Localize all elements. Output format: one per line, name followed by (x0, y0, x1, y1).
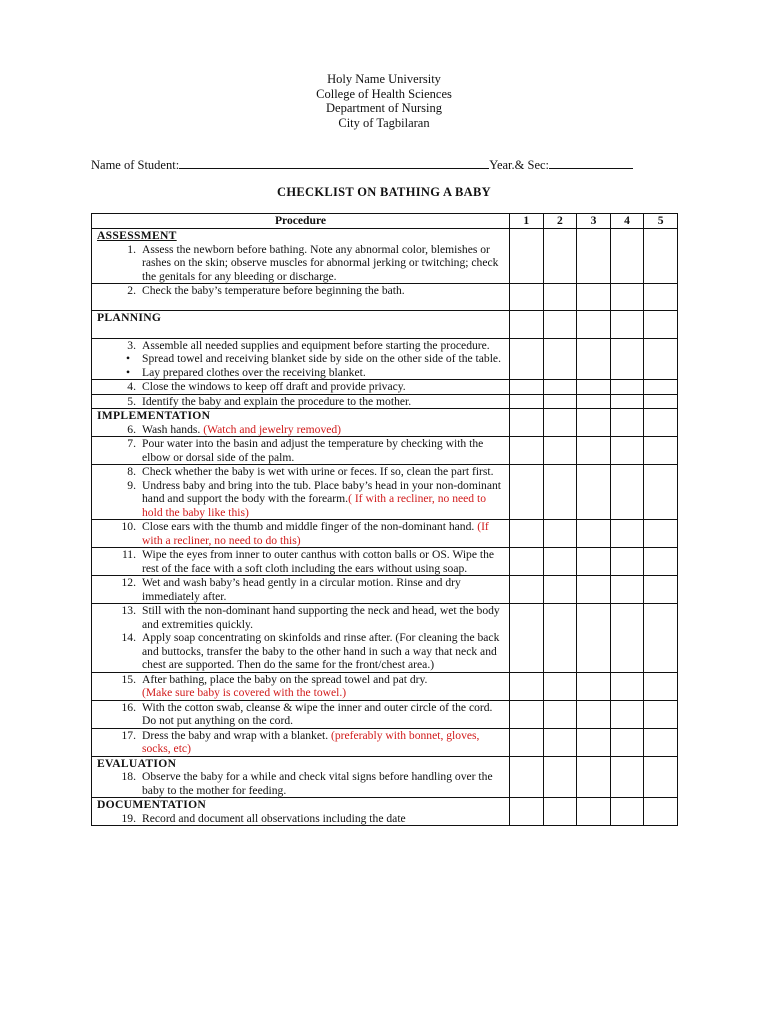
section-documentation: DOCUMENTATION (97, 798, 207, 811)
list-item: 18. Observe the baby for a while and check vital signs before handling over the baby to the mother for feeding. (121, 770, 493, 797)
score-cell[interactable] (644, 338, 678, 380)
list-item: 11. Wipe the eyes from inner to outer canthus with cotton balls or OS. Wipe the rest of the face with a soft cloth including the ears without using soap. (121, 548, 495, 575)
procedure-cell (92, 437, 510, 465)
procedure-cell (92, 380, 510, 395)
score-header-1: 1 (510, 214, 544, 229)
procedure-cell (92, 576, 510, 604)
list-item: 13. Still with the non-dominant hand supporting the neck and head, wet the body and extremities quickly. (121, 604, 500, 631)
score-cell[interactable] (644, 798, 678, 826)
procedure-cell (92, 338, 510, 380)
score-cell[interactable] (510, 548, 544, 576)
list-item: 12. Wet and wash baby’s head gently in a circular motion. Rinse and dry immediately after. (121, 576, 461, 603)
list-item: 10. Close ears with the thumb and middle finger of the non-dominant hand. (If with a recliner, no need to do this) (121, 520, 489, 547)
list-item: 15. After bathing, place the baby on the spread towel and pat dry. (Make sure baby is covered with the towel.) (121, 672, 428, 699)
score-cell[interactable] (543, 338, 577, 380)
score-cell[interactable] (610, 756, 644, 798)
table-row (92, 548, 678, 576)
list-item: 19. Record and document all observations including the date (121, 811, 406, 825)
score-cell[interactable] (577, 409, 611, 437)
procedure-cell (92, 465, 510, 520)
score-cell[interactable] (577, 700, 611, 728)
score-cell[interactable] (610, 229, 644, 284)
score-cell[interactable] (577, 394, 611, 409)
score-cell[interactable] (543, 672, 577, 700)
score-cell[interactable] (644, 284, 678, 311)
table-row (92, 604, 678, 673)
procedure-cell (92, 548, 510, 576)
list-item: 17. Dress the baby and wrap with a blanket. (preferably with bonnet, gloves, socks, etc) (121, 728, 480, 755)
procedure-cell (92, 728, 510, 756)
score-cell[interactable] (577, 798, 611, 826)
score-cell[interactable] (543, 465, 577, 520)
score-cell[interactable] (543, 409, 577, 437)
score-cell[interactable] (610, 700, 644, 728)
score-cell[interactable] (644, 229, 678, 284)
table-row (92, 576, 678, 604)
table-row (92, 310, 678, 338)
score-cell[interactable] (510, 229, 544, 284)
procedure-cell (92, 672, 510, 700)
table-row (92, 394, 678, 409)
score-cell[interactable] (577, 576, 611, 604)
list-item: 6. Wash hands. (Watch and jewelry removed) (127, 422, 342, 436)
list-item: 7. Pour water into the basin and adjust the temperature by checking with the elbow or dorsal side of the palm. (127, 437, 484, 464)
list-item: 14. Apply soap concentrating on skinfolds and rinse after. (For cleaning the back and buttocks, transfer the baby to the other hand in such a way that neck and chest are supported. Then do the same for the front/chest area.) (121, 631, 500, 671)
score-cell[interactable] (543, 604, 577, 673)
list-item: 9. Undress baby and bring into the tub. Place baby’s head in your non-dominant hand and support the body with the forearm.( If with a recliner, no need to hold the baby like this) (127, 478, 502, 519)
score-cell[interactable] (543, 394, 577, 409)
list-item: • Lay prepared clothes over the receiving blanket. (125, 365, 366, 379)
score-cell[interactable] (610, 380, 644, 395)
table-header-row (92, 214, 678, 229)
score-cell[interactable] (610, 798, 644, 826)
score-cell[interactable] (543, 548, 577, 576)
score-cell[interactable] (510, 728, 544, 756)
score-cell[interactable] (543, 700, 577, 728)
score-cell[interactable] (577, 338, 611, 380)
score-cell[interactable] (510, 310, 544, 338)
score-cell[interactable] (610, 394, 644, 409)
score-header-3: 3 (577, 214, 611, 229)
score-cell[interactable] (644, 409, 678, 437)
score-cell[interactable] (610, 310, 644, 338)
score-cell[interactable] (510, 604, 544, 673)
procedure-cell (92, 756, 510, 798)
score-header-4: 4 (610, 214, 644, 229)
score-cell[interactable] (610, 437, 644, 465)
score-cell[interactable] (577, 284, 611, 311)
list-item: • Spread towel and receiving blanket side by side on the other side of the table. (125, 352, 501, 365)
list-item: 16. With the cotton swab, cleanse & wipe the inner and outer circle of the cord. Do not put anything on the cord. (121, 700, 493, 727)
score-cell[interactable] (644, 310, 678, 338)
score-cell[interactable] (510, 756, 544, 798)
list-item: 5. Identify the baby and explain the procedure to the mother. (127, 394, 412, 408)
score-cell[interactable] (543, 798, 577, 826)
table-row (92, 409, 678, 437)
score-cell[interactable] (644, 465, 678, 520)
table-row (92, 672, 678, 700)
checklist-table (91, 213, 678, 826)
table-row (92, 728, 678, 756)
procedure-cell (92, 310, 510, 338)
procedure-cell (92, 520, 510, 548)
score-cell[interactable] (644, 672, 678, 700)
score-cell[interactable] (644, 700, 678, 728)
document-header (0, 72, 768, 130)
table-row (92, 338, 678, 380)
section-implementation: IMPLEMENTATION (97, 409, 211, 422)
score-cell[interactable] (543, 576, 577, 604)
score-cell[interactable] (543, 310, 577, 338)
table-row (92, 229, 678, 284)
student-info-line (91, 156, 681, 173)
score-cell[interactable] (510, 284, 544, 311)
score-cell[interactable] (610, 409, 644, 437)
score-cell[interactable] (644, 394, 678, 409)
student-name-label: Name of Student: (91, 158, 180, 172)
score-cell[interactable] (610, 465, 644, 520)
list-item: 4. Close the windows to keep off draft and provide privacy. (127, 380, 406, 393)
list-item: 8. Check whether the baby is wet with urine or feces. If so, clean the part first. (127, 465, 494, 478)
score-cell[interactable] (644, 756, 678, 798)
table-row (92, 465, 678, 520)
score-cell[interactable] (510, 700, 544, 728)
checklist-title: CHECKLIST ON BATHING A BABY (277, 185, 491, 199)
score-cell[interactable] (510, 380, 544, 395)
item-note: ( If with a recliner, no need to hold the baby like this) (142, 492, 487, 519)
score-cell[interactable] (577, 465, 611, 520)
table-row (92, 284, 678, 311)
score-cell[interactable] (577, 548, 611, 576)
score-cell[interactable] (644, 520, 678, 548)
section-planning: PLANNING (97, 310, 162, 324)
section-assessment: ASSESSMENT (97, 229, 177, 242)
table-row (92, 756, 678, 798)
score-cell[interactable] (610, 520, 644, 548)
procedure-cell (92, 409, 510, 437)
score-cell[interactable] (644, 437, 678, 465)
score-cell[interactable] (510, 520, 544, 548)
score-cell[interactable] (610, 284, 644, 311)
score-cell[interactable] (510, 394, 544, 409)
score-cell[interactable] (644, 576, 678, 604)
list-item: 2. Check the baby’s temperature before beginning the bath. (127, 284, 405, 297)
score-cell[interactable] (543, 380, 577, 395)
score-cell[interactable] (543, 756, 577, 798)
score-cell[interactable] (510, 409, 544, 437)
score-cell[interactable] (610, 672, 644, 700)
score-cell[interactable] (543, 728, 577, 756)
procedure-cell (92, 798, 510, 826)
procedure-cell (92, 700, 510, 728)
score-header-5: 5 (644, 214, 678, 229)
procedure-cell (92, 604, 510, 673)
score-cell[interactable] (510, 672, 544, 700)
score-cell[interactable] (610, 548, 644, 576)
score-cell[interactable] (610, 728, 644, 756)
score-cell[interactable] (577, 672, 611, 700)
score-cell[interactable] (577, 437, 611, 465)
score-cell[interactable] (644, 548, 678, 576)
score-cell[interactable] (577, 728, 611, 756)
procedure-cell (92, 394, 510, 409)
student-name-blank[interactable] (179, 156, 489, 169)
table-row (92, 700, 678, 728)
score-cell[interactable] (577, 520, 611, 548)
item-note: (Watch and jewelry removed) (203, 422, 342, 436)
section-evaluation: EVALUATION (97, 756, 177, 770)
score-cell[interactable] (577, 310, 611, 338)
table-row (92, 798, 678, 826)
score-cell[interactable] (577, 380, 611, 395)
score-cell[interactable] (644, 728, 678, 756)
department-name: Department of Nursing (326, 101, 442, 115)
table-row (92, 520, 678, 548)
item-note: (If with a recliner, no need to do this) (142, 520, 489, 547)
score-cell[interactable] (610, 576, 644, 604)
list-item: 1. Assess the newborn before bathing. Note any abnormal color, blemishes or rashes on the skin; observe muscles for abnormal jerking or twitching; check the genitals for any bleeding or discharge. (127, 242, 499, 283)
score-cell[interactable] (543, 520, 577, 548)
score-cell[interactable] (510, 338, 544, 380)
score-cell[interactable] (543, 229, 577, 284)
table-row (92, 437, 678, 465)
score-header-2: 2 (543, 214, 577, 229)
procedure-cell (92, 229, 510, 284)
list-item: 3. Assemble all needed supplies and equipment before starting the procedure. (127, 338, 490, 352)
score-cell[interactable] (510, 437, 544, 465)
procedure-header: Procedure (92, 214, 510, 229)
score-cell[interactable] (510, 576, 544, 604)
score-cell[interactable] (543, 284, 577, 311)
score-cell[interactable] (577, 604, 611, 673)
table-row (92, 380, 678, 395)
score-cell[interactable] (644, 380, 678, 395)
score-cell[interactable] (543, 437, 577, 465)
year-section-label: Year.& Sec: (489, 158, 550, 172)
college-name: College of Health Sciences (316, 86, 452, 101)
university-name: Holy Name University (327, 72, 441, 86)
score-cell[interactable] (577, 756, 611, 798)
city-name: City of Tagbilaran (338, 115, 430, 130)
score-cell[interactable] (644, 604, 678, 673)
score-cell[interactable] (510, 798, 544, 826)
score-cell[interactable] (610, 604, 644, 673)
score-cell[interactable] (610, 338, 644, 380)
score-cell[interactable] (510, 465, 544, 520)
year-section-blank[interactable] (549, 156, 633, 169)
item-note: (Make sure baby is covered with the towel.) (142, 686, 347, 699)
score-cell[interactable] (577, 229, 611, 284)
procedure-cell (92, 284, 510, 311)
item-note: (preferably with bonnet, gloves, socks, etc) (142, 728, 480, 755)
